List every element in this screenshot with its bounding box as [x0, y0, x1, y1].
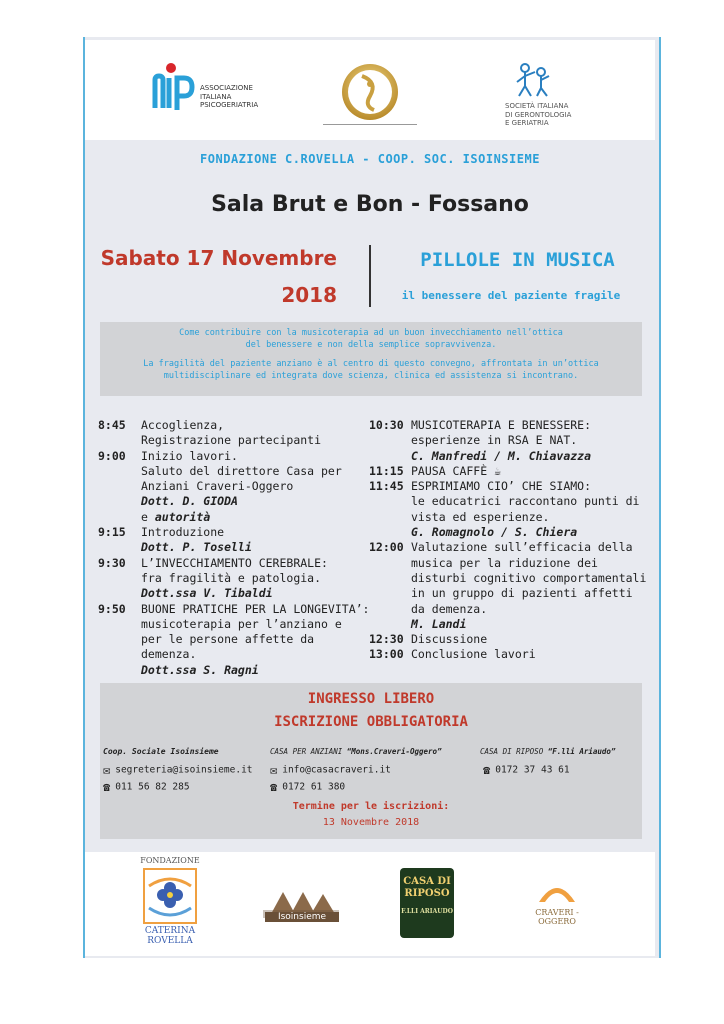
contact-name-prefix: CASA PER ANZIANI [270, 747, 347, 756]
program-time: 8:45 [98, 418, 126, 432]
program-line: ESPRIMIAMO CIO’ CHE SIAMO: [411, 479, 592, 494]
program-time: 9:00 [98, 448, 126, 463]
contact-name-prefix: CASA DI RIPOSO [480, 747, 548, 756]
program-speaker: Dott. P. Toselli [141, 540, 252, 555]
sigg-logo-text [505, 102, 571, 128]
program-time: 13:00 [369, 647, 404, 662]
program-item [369, 418, 651, 464]
contact-name: Coop. Sociale Isoinsieme [103, 747, 219, 756]
program-speaker: Dott. D. GIODA [141, 494, 238, 509]
program-line: BUONE PRATICHE PER LA LONGEVITA’: [141, 601, 370, 616]
program-line: musicoterapia per l’anziano e [141, 616, 342, 631]
event-subtitle: il benessere del paziente fragile [401, 289, 621, 302]
aip-logo [151, 62, 195, 114]
program-line: fra fragilità e patologia. [141, 570, 322, 585]
contact-phone-row [270, 780, 345, 794]
program-speaker: Dott.ssa S. Ragni [141, 662, 259, 677]
program-speaker: M. Landi [411, 616, 467, 631]
rovella-text-line: CATERINA [144, 926, 196, 936]
program-line: disturbi cognitivo comportamentali [411, 570, 647, 585]
registration-box [100, 683, 642, 839]
contact-email: segreteria@isoinsieme.it [115, 764, 253, 776]
casa-riposo-logo [400, 868, 454, 938]
gold-circle-logo [340, 62, 400, 126]
program-time: 11:45 [369, 479, 404, 494]
program-item [369, 647, 651, 662]
program-item [369, 464, 651, 479]
envelope-icon: ✉ [103, 763, 111, 777]
program-line: da demenza. [411, 601, 488, 616]
program-time: 9:50 [98, 601, 126, 616]
event-title: PILLOLE IN MUSICA [420, 249, 615, 271]
aip-logo-text [200, 84, 258, 110]
program-item [98, 418, 370, 449]
aip-text-line: ASSOCIAZIONE [200, 84, 253, 92]
program-time: 11:15 [369, 463, 404, 478]
program-left-column [98, 418, 370, 678]
program-item [369, 479, 651, 540]
program-item [98, 525, 370, 556]
contact-phone-row [103, 780, 190, 794]
program-line: Introduzione [141, 525, 225, 540]
gold-logo-caption-line [323, 124, 417, 128]
contact-name [480, 747, 615, 756]
program-time: 9:15 [98, 525, 126, 540]
program-right-column [369, 418, 651, 663]
craveri-logo-text: CRAVERI - OGGERO [535, 908, 579, 926]
program-line: in un gruppo di pazienti affetti [411, 586, 633, 601]
sigg-logo [513, 62, 553, 102]
intro-box [100, 322, 642, 396]
rovella-text-line: ROVELLA [147, 936, 193, 946]
casa-riposo-text-line: CASA DI [403, 876, 451, 887]
sigg-logo-icon [513, 62, 553, 98]
program-item [369, 540, 651, 632]
intro-text: multidisciplinare ed integrata dove scienza, clinica ed assistenza si incontrano. [163, 370, 579, 381]
casa-riposo-text-line: RIPOSO [404, 888, 450, 899]
contact-phone: 0172 37 43 61 [495, 764, 570, 776]
deadline-label: Termine per le iscrizioni: [292, 801, 450, 812]
program-line: Saluto del direttore Casa per [141, 463, 342, 478]
program-time: 12:00 [369, 540, 404, 555]
intro-text: La fragilità del paziente anziano è al centro di questo convegno, affrontata in un’ottica [143, 359, 599, 369]
free-entry-label: INGRESSO LIBERO [307, 691, 435, 707]
program-line: esperienze in RSA E NAT. [411, 433, 578, 448]
registration-required-label: ISCRIZIONE OBBLIGATORIA [274, 714, 468, 730]
intro-text: del benessere e non della semplice sopravvivenza. [245, 339, 497, 350]
phone-icon: ☎ [270, 780, 278, 794]
aip-text-line: ITALIANA [200, 92, 232, 101]
program-speaker: G. Romagnolo / S. Chiera [411, 525, 578, 540]
rovella-logo [143, 868, 197, 928]
rovella-logo-bottom-text [137, 926, 203, 946]
contact-name [270, 747, 442, 756]
sigg-text-line: E GERIATRIA [505, 119, 549, 127]
contact-name-main: “Mons.Craveri-Oggero” [346, 747, 442, 756]
intro-paragraph-1 [100, 328, 642, 351]
program-time: 9:30 [98, 555, 126, 570]
craveri-logo [537, 880, 577, 908]
program-speaker: C. Manfredi / M. Chiavazza [411, 448, 592, 463]
organizers-line: FONDAZIONE C.ROVELLA - COOP. SOC. ISOINSIEME [200, 152, 540, 166]
program-line: Discussione [411, 632, 488, 647]
deadline-date: 13 Novembre 2018 [322, 817, 420, 828]
envelope-icon: ✉ [270, 763, 278, 777]
contact-email-row [270, 763, 391, 777]
bottom-logos-band [85, 852, 655, 956]
contact-email-row [103, 763, 253, 777]
contact-phone: 011 56 82 285 [115, 781, 190, 793]
coffee-cup-icon: ☕ [494, 463, 502, 478]
contact-email: info@casacraveri.it [282, 764, 391, 776]
program-time: 12:30 [369, 632, 404, 647]
venue-title: Sala Brut e Bon - Fossano [211, 192, 529, 217]
program-speaker: Dott.ssa V. Tibaldi [141, 586, 273, 601]
phone-icon: ☎ [483, 763, 491, 777]
gold-circle-logo-icon [340, 62, 400, 122]
program-line: le educatrici raccontano punti di [411, 494, 640, 509]
intro-text: Come contribuire con la musicoterapia ad un buon invecchiamento nell’ottica [179, 328, 563, 338]
program-speaker: autorità [154, 509, 211, 524]
sigg-text-line: SOCIETÀ ITALIANA [505, 102, 569, 110]
program-line: PAUSA CAFFÈ [411, 463, 488, 478]
top-logos-band [85, 40, 655, 140]
program-line: per le persone affette da demenza. [141, 632, 315, 662]
program-item [98, 602, 370, 678]
event-year: 2018 [281, 283, 337, 307]
program-item [369, 632, 651, 647]
contact-name-main: “F.lli Ariaudo” [547, 747, 616, 756]
program-line: Accoglienza, [141, 418, 225, 432]
program-item [98, 556, 370, 602]
program-item [98, 449, 370, 525]
sigg-text-line: DI GERONTOLOGIA [505, 110, 572, 119]
isoinsieme-logo-text: Isoinsieme [265, 912, 339, 922]
program-line: vista ed esperienze. [411, 509, 550, 524]
program-line: MUSICOTERAPIA E BENESSERE: [411, 418, 592, 432]
program-line: Registrazione partecipanti [141, 433, 322, 448]
aip-logo-icon [151, 62, 195, 110]
program-line: Inizio lavori. [141, 448, 238, 463]
program-line: Anziani Craveri-Oggero [141, 479, 294, 494]
program-line: Conclusione lavori [411, 647, 536, 662]
aip-text-line: PSICOGERIATRIA [200, 101, 259, 109]
program-line: Valutazione sull’efficacia della [411, 540, 633, 555]
program-line: e [141, 509, 155, 524]
program-time: 10:30 [369, 418, 404, 432]
flower-icon [143, 868, 197, 924]
contact-phone-row [483, 763, 570, 777]
contact-phone: 0172 61 380 [282, 781, 346, 793]
rovella-logo-top-text: FONDAZIONE [140, 856, 200, 865]
program-line: L’INVECCHIAMENTO CEREBRALE: [141, 555, 328, 570]
casa-riposo-text-line: F.LLI ARIAUDO [401, 908, 453, 915]
event-date: Sabato 17 Novembre [100, 246, 337, 270]
program-line: musica per la riduzione dei [411, 555, 598, 570]
intro-paragraph-2 [100, 359, 642, 382]
sun-icon [537, 880, 577, 904]
phone-icon: ☎ [103, 780, 111, 794]
